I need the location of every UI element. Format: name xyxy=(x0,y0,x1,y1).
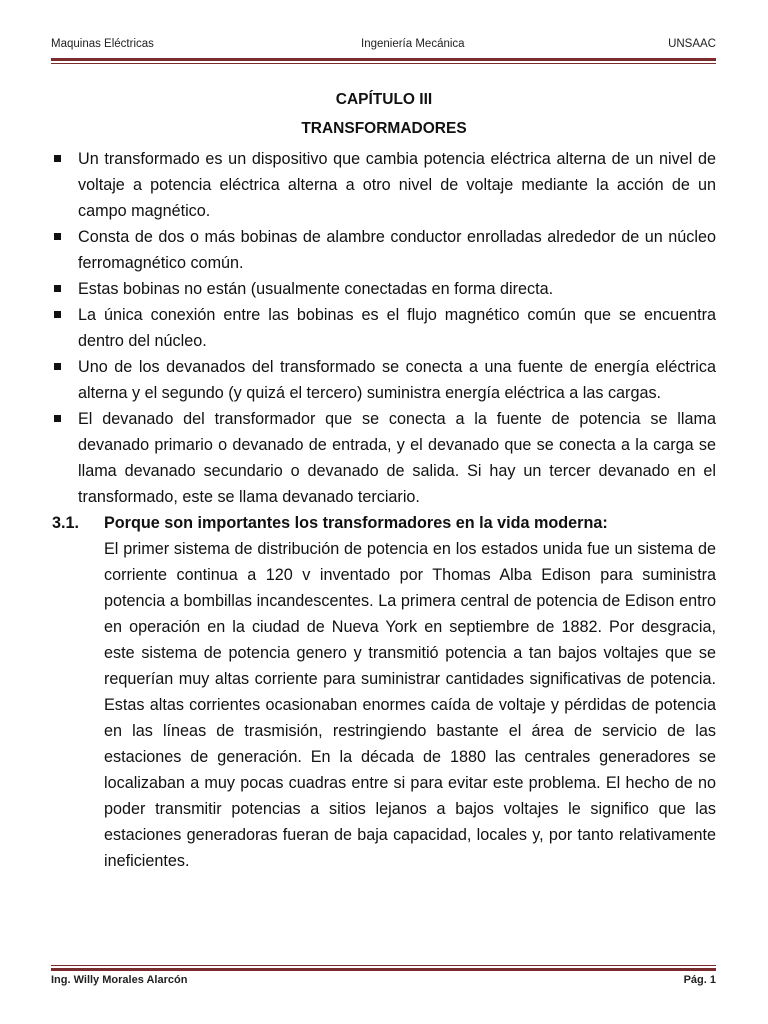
bullet-item xyxy=(52,302,716,354)
header-course: Maquinas Eléctricas xyxy=(51,38,154,50)
header-rule-thin xyxy=(51,63,716,64)
page-header xyxy=(51,38,716,56)
section-heading-text: Porque son importantes los transformadores en la vida moderna: xyxy=(104,514,608,532)
bullet-text: Estas bobinas no están (usualmente conectadas en forma directa. xyxy=(78,280,554,298)
footer-page-number: Pág. 1 xyxy=(683,974,716,986)
section-number: 3.1. xyxy=(52,514,80,532)
section-paragraph: El primer sistema de distribución de potencia en los estados unida fue un sistema de corriente continua a 120 v inventado por Thomas Alba Edison para suministra potencia a bombillas incandescentes. La primera central de potencia de Edison entro en operación en la ciudad de Nueva York en septiembre de 1882. Por desgracia, este sistema de potencia genero y transmitió potencia a tan bajos voltajes que se requerían muy altas corriente para suministrar cantidades significativas de potencia. Estas altas corrientes ocasionaban enormes caída de voltaje y pérdidas de potencia en las líneas de trasmisión, restringiendo bastante el área de servicio de las estaciones de generación. En la década de 1880 las centrales generadores se localizaban a muy pocas cuadras entre si para evitar este problema. El hecho de no poder transmitir potencias a sitios lejanos a bajos voltajes le significo que las estaciones generadoras fueran de baja capacidad, locales y, por tanto relativamente ineficientes. xyxy=(104,540,716,870)
bullet-item xyxy=(52,406,716,510)
bullet-item xyxy=(52,224,716,276)
bullet-text: Uno de los devanados del transformado se conecta a una fuente de energía eléctrica alterna y el segundo (y quizá el tercero) suministra energía eléctrica a las cargas. xyxy=(78,358,716,402)
body-text xyxy=(52,146,716,874)
square-bullet-icon xyxy=(54,415,61,422)
page-footer xyxy=(51,974,716,990)
footer-author: Ing. Willy Morales Alarcón xyxy=(51,974,188,986)
chapter-heading: CAPÍTULO III xyxy=(335,91,433,108)
header-rule-thick xyxy=(51,58,716,61)
square-bullet-icon xyxy=(54,363,61,370)
header-department: Ingeniería Mecánica xyxy=(361,38,465,50)
square-bullet-icon xyxy=(54,155,61,162)
footer-rule-thin xyxy=(51,965,716,966)
square-bullet-icon xyxy=(54,311,61,318)
bullet-text: Un transformado es un dispositivo que cambia potencia eléctrica alterna de un nivel de voltaje a potencia eléctrica alterna a otro nivel de voltaje mediante la acción de un campo magnético. xyxy=(78,150,716,220)
section-heading xyxy=(52,510,716,536)
bullet-item xyxy=(52,354,716,406)
bullet-item xyxy=(52,276,716,302)
footer-rule-thick xyxy=(51,968,716,971)
bullet-text: La única conexión entre las bobinas es el flujo magnético común que se encuentra dentro del núcleo. xyxy=(78,306,716,350)
square-bullet-icon xyxy=(54,233,61,240)
bullet-item xyxy=(52,146,716,224)
header-university: UNSAAC xyxy=(668,38,716,50)
bullet-text: El devanado del transformador que se conecta a la fuente de potencia se llama devanado primario o devanado de entrada, y el devanado que se conecta a la carga se llama devanado secundario o devanado de salida. Si hay un tercer devanado en el transformado, este se llama devanado terciario. xyxy=(78,410,716,506)
chapter-title: TRANSFORMADORES xyxy=(301,120,467,137)
square-bullet-icon xyxy=(54,285,61,292)
bullet-text: Consta de dos o más bobinas de alambre conductor enrolladas alrededor de un núcleo ferromagnético común. xyxy=(78,228,716,272)
